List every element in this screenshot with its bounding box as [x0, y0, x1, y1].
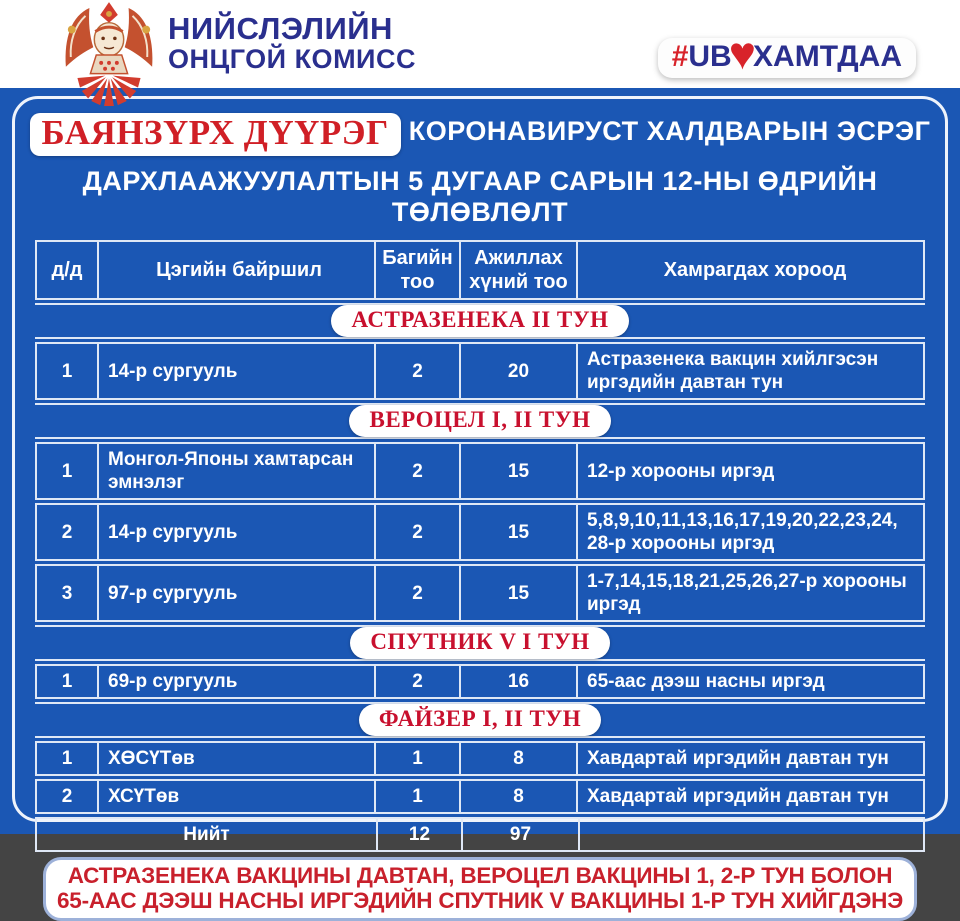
- table-cell: 8: [459, 781, 576, 812]
- table-sections: [35, 303, 925, 814]
- table-total-row: [35, 817, 925, 852]
- table-row: [35, 503, 925, 561]
- table-cell: 8: [459, 743, 576, 774]
- table-cell: 15: [459, 566, 576, 620]
- schedule-table: [35, 240, 925, 852]
- table-cell: 2: [374, 566, 459, 620]
- table-cell: 1: [61, 748, 73, 769]
- table-cell: 2: [61, 786, 73, 807]
- page-title: [15, 113, 945, 228]
- table-cell: 14-р сургууль: [97, 505, 374, 559]
- table-cell: 65-аас дээш насны иргэд: [576, 666, 927, 697]
- total-teams: 12: [376, 819, 461, 850]
- hashtag-ub: UB: [688, 40, 732, 73]
- table-cell: 15: [459, 505, 576, 559]
- table-cell: 1: [374, 781, 459, 812]
- table-row: [35, 664, 925, 699]
- district-badge: БАЯНЗҮРХ ДҮҮРЭГ: [30, 113, 401, 156]
- org-name-line2: ОНЦГОЙ КОМИСС: [168, 44, 416, 75]
- section-row: [35, 403, 925, 439]
- table-row: [35, 442, 925, 500]
- org-name-line1: НИЙСЛЭЛИЙН: [168, 11, 393, 46]
- total-staff: 97: [461, 819, 578, 850]
- table-cell: 20: [459, 344, 576, 398]
- hashtag-rest: ХАМТДАА: [753, 40, 902, 73]
- footer-banner: [43, 857, 917, 921]
- table-cell: 12-р хорооны иргэд: [576, 444, 927, 498]
- table-cell: 5,8,9,10,11,13,16,17,19,20,22,23,24, 28-р хорооны иргэд: [576, 505, 927, 559]
- column-header-coverage: Хамрагдах хороод: [576, 242, 927, 298]
- table-cell: 3: [61, 582, 73, 604]
- table-cell: 1: [61, 460, 73, 482]
- heart-icon: ♥: [728, 27, 757, 79]
- table-cell: 1: [61, 360, 73, 382]
- table-row: [35, 342, 925, 400]
- column-header-location: Цэгийн байршил: [97, 242, 374, 298]
- table-cell: 1-7,14,15,18,21,25,26,27-р хорооны иргэд: [576, 566, 927, 620]
- section-badge: ФАЙЗЕР I, II ТУН: [359, 704, 601, 736]
- table-cell: 2: [374, 666, 459, 697]
- table-cell: 14-р сургууль: [97, 344, 374, 398]
- column-header-no: д/д: [51, 259, 83, 281]
- section-badge: СПУТНИК V I ТУН: [350, 627, 609, 659]
- table-cell: 2: [374, 344, 459, 398]
- table-cell: ХСҮТөв: [97, 781, 374, 812]
- total-label: Нийт: [183, 824, 230, 845]
- title-line2: ДАРХЛААЖУУЛАЛТЫН 5 ДУГААР САРЫН 12-НЫ ӨДРИЙН ТӨЛӨВЛӨЛТ: [82, 166, 878, 227]
- table-cell: 2: [374, 505, 459, 559]
- table-cell: 1: [61, 671, 73, 692]
- total-coverage: [578, 819, 929, 850]
- table-cell: Монгол-Японы хамтарсан эмнэлэг: [97, 444, 374, 498]
- emblem-logo: [60, 2, 158, 112]
- footer-line1: АСТРАЗЕНЕКА ВАКЦИНЫ ДАВТАН, ВЕРОЦЕЛ ВАКЦИНЫ 1, 2-Р ТУН БОЛОН: [67, 863, 893, 888]
- table-cell: 1: [374, 743, 459, 774]
- org-name: [168, 12, 416, 75]
- table-cell: 69-р сургууль: [97, 666, 374, 697]
- section-badge: ВЕРОЦЕЛ I, II ТУН: [349, 405, 610, 437]
- table-cell: Хавдартай иргэдийн давтан тун: [576, 781, 927, 812]
- content-frame: [12, 96, 948, 913]
- hashtag-hash: #: [671, 40, 689, 73]
- table-cell: Астразенека вакцин хийлгэсэн иргэдийн давтан тун: [576, 344, 927, 398]
- table-row: [35, 741, 925, 776]
- table-cell: 2: [374, 444, 459, 498]
- table-cell: 2: [61, 521, 73, 543]
- table-cell: ХӨСҮТөв: [97, 743, 374, 774]
- table-row: [35, 779, 925, 814]
- footer-line2: 65-ААС ДЭЭШ НАСНЫ ИРГЭДИЙН СПУТНИК V ВАКЦИНЫ 1-Р ТУН ХИЙГДЭНЭ: [56, 888, 904, 913]
- hashtag-badge: [658, 27, 916, 79]
- table-header-row: [35, 240, 925, 300]
- column-header-staff: Ажиллах хүний тоо: [459, 242, 576, 298]
- section-row: [35, 303, 925, 339]
- section-row: [35, 702, 925, 738]
- section-row: [35, 625, 925, 661]
- table-cell: 15: [459, 444, 576, 498]
- table-row: [35, 564, 925, 622]
- column-header-teams: Багийн тоо: [374, 242, 459, 298]
- table-cell: Хавдартай иргэдийн давтан тун: [576, 743, 927, 774]
- table-cell: 16: [459, 666, 576, 697]
- title-line1-text: КОРОНАВИРУСТ ХАЛДВАРЫН ЭСРЭГ: [408, 116, 931, 146]
- section-badge: АСТРАЗЕНЕКА II ТУН: [331, 305, 628, 337]
- table-cell: 97-р сургууль: [97, 566, 374, 620]
- title-line1: [15, 113, 945, 156]
